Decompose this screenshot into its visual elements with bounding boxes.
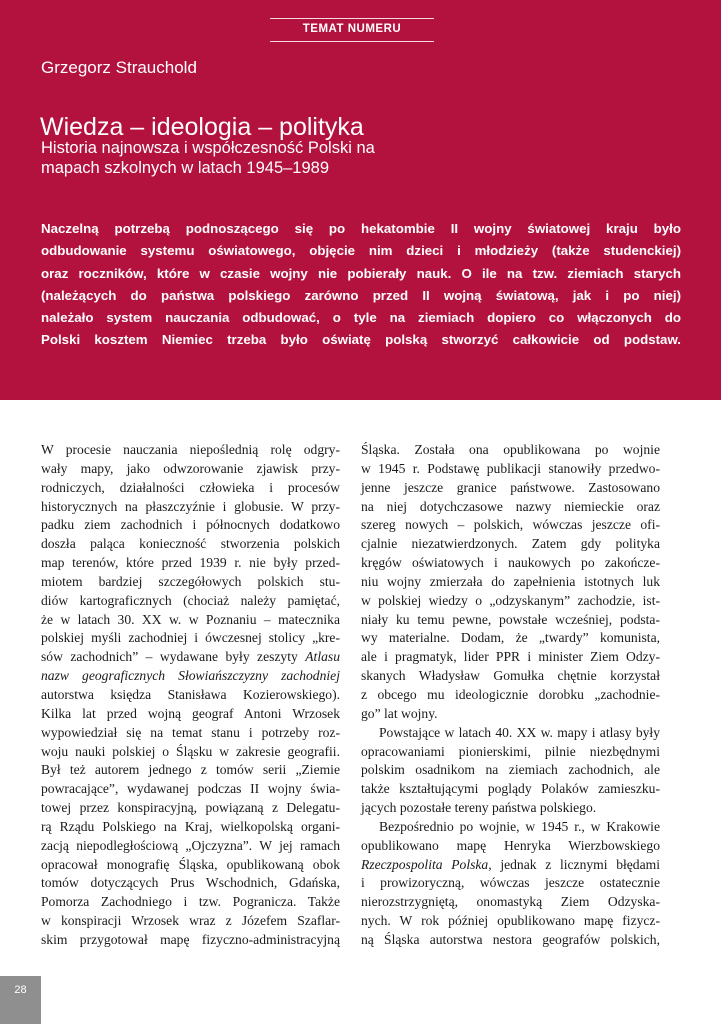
body-line: Pomorza Zachodniego i tzw. Pogranicza. Także	[41, 894, 340, 910]
body-line: Był też autorem jednego z tomów serii „Ziemie	[41, 762, 340, 778]
page-number-tab	[0, 976, 41, 1024]
lead-line: należało system nauczania odbudować, o tyle na ziemiach dopiero co włączonych do	[41, 310, 681, 326]
body-text: jednak z licznymi błędami	[500, 856, 660, 872]
body-line: doszła paląca konieczność stworzenia polskich	[41, 536, 340, 552]
body-line: diów kartograficznych (chociaż należy pamiętać,	[41, 592, 340, 608]
body-line: woju nauki polskiej o Śląsku w zakresie geografii.	[41, 743, 340, 759]
map-title-italic: Rzeczpospolita Polska,	[361, 856, 492, 872]
body-line: go” lat wojny.	[361, 705, 438, 721]
body-line: że w latach 30. XX w. w Poznaniu – matecznika	[41, 611, 340, 627]
body-line: z obcego mu ideologicznie dorobku „zachodnie-	[361, 686, 660, 702]
body-line: niu wojny zmierzała do zapełnienia istotnych luk	[361, 573, 660, 589]
body-line: ną Śląska autorstwa nestora geografów polskich,	[361, 931, 660, 947]
lead-line: Polski kosztem Niemiec trzeba było oświatę polską stworzyć całkowicie od podstaw.	[41, 332, 681, 348]
body-line: ale i pragmatyk, lider PPR i minister Ziem Odzy-	[361, 649, 660, 665]
body-column-right	[361, 441, 660, 950]
author-name: Grzegorz Strauchold	[41, 58, 197, 77]
body-line: cjalnie niezatwierdzonych. Zatem gdy polityka	[361, 536, 660, 552]
body-line: rodniczych, działalności człowieka i procesów	[41, 479, 340, 495]
atlas-title-italic: Atlasu	[305, 649, 340, 665]
article-title: Wiedza – ideologia – polityka	[40, 113, 364, 141]
body-line: szereg nowych – polskich, wówczas jeszcze ofi-	[361, 517, 660, 533]
body-line: towej przez konspiracyjną, powiązaną z Delegatu-	[41, 800, 340, 816]
body-line: w konspiracji Wrzosek wraz z Józefem Szaflar-	[41, 913, 340, 929]
section-tag: TEMAT NUMERU	[302, 23, 402, 35]
body-line: wały mapy, jako odwzorowanie zjawisk przy-	[41, 460, 340, 476]
lead-line: Naczelną potrzebą podnoszącego się po hekatombie II wojny światowej kraju było	[41, 221, 681, 236]
body-line: polskim osadnikom na ziemiach zachodnich, ale	[361, 762, 660, 778]
body-line: tomów dotyczących Prus Wschodnich, Gdańska,	[41, 875, 340, 891]
body-line: Bezpośrednio po wojnie, w 1945 r., w Krakowie	[379, 818, 660, 834]
subtitle-line: mapach szkolnych w latach 1945–1989	[41, 159, 330, 177]
body-line: nierozstrzygniętą, onomastyką Ziem Odzyska-	[361, 894, 660, 910]
body-line: wypowiedział się na temat stanu i potrzeby roz-	[41, 724, 340, 740]
lead-paragraph	[41, 218, 681, 352]
body-line: w polskiej wiedzy o „odzyskanym” zachodzie, ist-	[361, 592, 660, 608]
body-line: powracające”, wydawanej podczas II wojny świa-	[41, 781, 340, 797]
body-line: padku ziem zachodnich i północnych dodatkowo	[41, 517, 340, 533]
body-line: jenne jeszcze granice państwowe. Zastosowano	[361, 479, 660, 495]
body-line: niały ku temu pewne, powstałe wcześniej, podsta-	[361, 611, 660, 627]
body-column-left	[41, 441, 340, 950]
body-line: polskiej myśli zachodniej i ówczesnej stolicy „kre-	[41, 630, 340, 646]
section-tag-frame	[270, 18, 434, 42]
article-header-band	[0, 0, 721, 400]
lead-line: (należących do państwa polskiego zarówno przed II wojną światową, jak i po niej)	[41, 287, 681, 303]
body-line	[41, 667, 340, 686]
body-line: zacją niepodległościową „Ojczyzna”. W jej ramach	[41, 837, 340, 853]
body-text: sów zachodnich” – wydawane były zeszyty	[41, 649, 298, 665]
body-line: skim przygotował mapę fizyczno-administracyjną	[41, 931, 340, 947]
page-number: 28	[14, 984, 27, 996]
body-line: opracował monografię Śląska, opublikowaną obok	[41, 856, 340, 872]
body-line	[41, 648, 340, 667]
body-line: Śląska. Została ona opublikowana po wojnie	[361, 442, 660, 457]
body-line: i prowizoryczną, wówczas jeszcze ostatecznie	[361, 875, 660, 891]
body-line: w 1945 r. Podstawę publikacji stanowiły przedwo-	[361, 460, 660, 476]
body-line: W procesie nauczania niepoślednią rolę odgry-	[41, 442, 340, 457]
body-line: autorstwa księdza Stanisława Kozierowskiego).	[41, 686, 340, 702]
body-line: Powstające w latach 40. XX w. mapy i atlasy były	[379, 724, 660, 740]
body-line: skanych Władysław Gomułka chętnie korzystał	[361, 668, 660, 684]
body-line: na niej dotychczasowe nazwy niemieckie oraz	[361, 498, 660, 514]
body-line: historycznych na płaszczyźnie i globusie. W przy-	[41, 498, 340, 514]
body-line	[361, 856, 660, 875]
body-line: jących pozostałe tereny państwa polskiego.	[361, 800, 597, 816]
body-line: także kształtującymi poglądy Polaków zamieszku-	[361, 781, 660, 797]
body-line: opracowaniami pionierskimi, pilnie niezbędnymi	[361, 743, 660, 759]
body-line: opublikowano mapę Henryka Wierzbowskiego	[361, 837, 660, 853]
lead-line: odbudowanie systemu oświatowego, objęcie nim dzieci i młodzieży (także studenckiej)	[41, 243, 681, 259]
body-line: wy materialne. Dodam, że „twardy” komunista,	[361, 630, 660, 646]
article-subtitle	[41, 138, 481, 178]
body-line: map terenów, które przed 1939 r. nie były przed-	[41, 555, 340, 571]
body-line: Kilka lat przed wojną geograf Antoni Wrzosek	[41, 705, 340, 721]
body-line: kręgów oświatowych i naukowych po zakończe-	[361, 555, 660, 571]
atlas-title-italic: nazw geograficznych Słowiańszczyzny zachodniej	[41, 668, 340, 684]
body-line: miotem bardziej szczegółowych polskich stu-	[41, 573, 340, 589]
subtitle-line: Historia najnowsza i współczesność Polski na	[41, 139, 375, 157]
body-line: nych. W rok później opublikowano mapę fizycz-	[361, 913, 660, 929]
body-line: rą Rządu Polskiego na Kraj, wielkopolską organi-	[41, 818, 340, 834]
lead-line: oraz roczników, które w czasie wojny nie pobierały nauk. O ile na tzw. ziemiach starych	[41, 265, 681, 281]
